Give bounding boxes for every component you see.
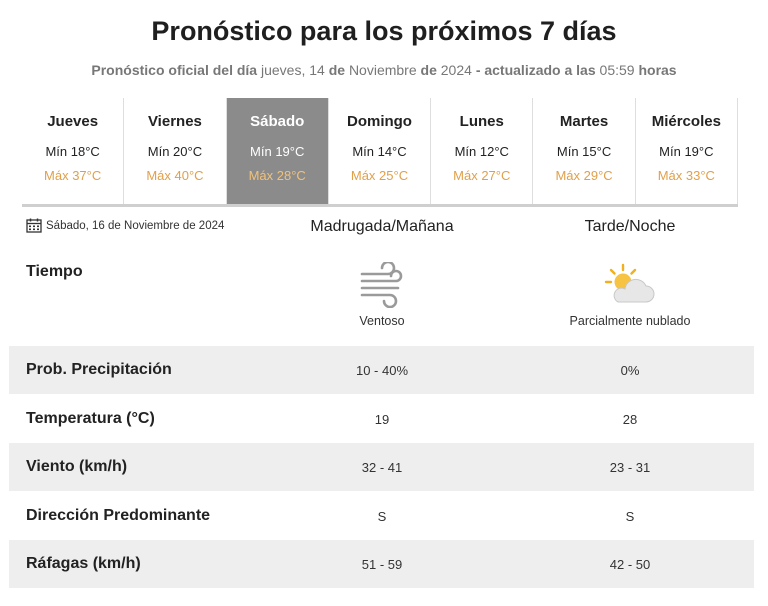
day-min-temp: Mín 19°C bbox=[250, 144, 305, 159]
evening-value: 0% bbox=[620, 362, 640, 378]
day-name: Martes bbox=[559, 113, 609, 130]
day-name: Miércoles bbox=[651, 113, 721, 130]
day-name: Viernes bbox=[147, 113, 202, 130]
evening-value: 23 - 31 bbox=[609, 459, 651, 475]
day-tab-domingo[interactable] bbox=[329, 98, 431, 204]
day-tab-jueves[interactable] bbox=[22, 98, 124, 204]
row-wind bbox=[9, 443, 754, 491]
weather-label: Tiempo bbox=[26, 263, 83, 280]
row-temperature bbox=[9, 395, 754, 443]
row-gusts bbox=[9, 540, 754, 588]
selected-date bbox=[26, 218, 224, 233]
forecast-subtitle: Pronóstico oficial del día jueves, 14 de Noviembre de 2024 - actualizado a las 05:59 horas bbox=[91, 62, 677, 78]
day-tab-viernes[interactable] bbox=[124, 98, 226, 204]
day-max-temp: Máx 27°C bbox=[453, 168, 511, 183]
row-direction bbox=[9, 492, 754, 540]
day-min-temp: Mín 15°C bbox=[556, 144, 612, 159]
day-min-temp: Mín 12°C bbox=[454, 144, 509, 159]
day-name: Domingo bbox=[346, 113, 412, 130]
day-tab-lunes[interactable] bbox=[431, 98, 533, 204]
row-label: Temperatura (°C) bbox=[26, 410, 155, 427]
row-precipitation bbox=[9, 346, 754, 394]
day-min-temp: Mín 19°C bbox=[659, 144, 714, 159]
day-min-temp: Mín 20°C bbox=[147, 144, 203, 159]
day-name: Lunes bbox=[459, 113, 504, 130]
day-max-temp: Máx 33°C bbox=[657, 168, 715, 183]
page-title: Pronóstico para los próximos 7 días bbox=[151, 16, 617, 46]
row-label: Viento (km/h) bbox=[26, 458, 128, 475]
day-min-temp: Mín 14°C bbox=[352, 144, 407, 159]
day-name: Jueves bbox=[47, 113, 99, 130]
day-name: Sábado bbox=[250, 113, 305, 130]
morning-condition: Ventoso bbox=[359, 314, 405, 328]
day-selector bbox=[22, 98, 738, 207]
day-max-temp: Máx 25°C bbox=[350, 168, 409, 183]
day-tab-martes[interactable] bbox=[533, 98, 635, 204]
evening-value: 28 bbox=[622, 411, 638, 427]
day-max-temp: Máx 28°C bbox=[248, 168, 306, 183]
morning-value: 51 - 59 bbox=[361, 556, 403, 572]
column-header-morning: Madrugada/Mañana bbox=[310, 218, 454, 235]
day-tab-miercoles[interactable] bbox=[636, 98, 738, 204]
row-label: Dirección Predominante bbox=[26, 507, 211, 524]
day-max-temp: Máx 37°C bbox=[44, 168, 102, 183]
row-label: Ráfagas (km/h) bbox=[26, 555, 141, 572]
day-max-temp: Máx 40°C bbox=[146, 168, 204, 183]
morning-value: 32 - 41 bbox=[361, 459, 403, 475]
day-tab-sabado[interactable] bbox=[227, 98, 329, 204]
morning-value: 10 - 40% bbox=[355, 362, 409, 378]
selected-date-text: Sábado, 16 de Noviembre de 2024 bbox=[46, 219, 225, 232]
day-max-temp: Máx 29°C bbox=[555, 168, 613, 183]
morning-value: S bbox=[377, 508, 387, 524]
evening-value: 42 - 50 bbox=[609, 556, 651, 572]
column-header-evening: Tarde/Noche bbox=[584, 218, 676, 235]
evening-condition: Parcialmente nublado bbox=[569, 314, 691, 328]
wind-icon bbox=[262, 262, 502, 313]
evening-value: S bbox=[625, 508, 635, 524]
row-label: Prob. Precipitación bbox=[26, 361, 172, 378]
day-min-temp: Mín 18°C bbox=[45, 144, 100, 159]
morning-value: 19 bbox=[374, 411, 390, 427]
calendar-icon bbox=[26, 218, 42, 233]
partly-cloudy-icon bbox=[510, 262, 750, 313]
